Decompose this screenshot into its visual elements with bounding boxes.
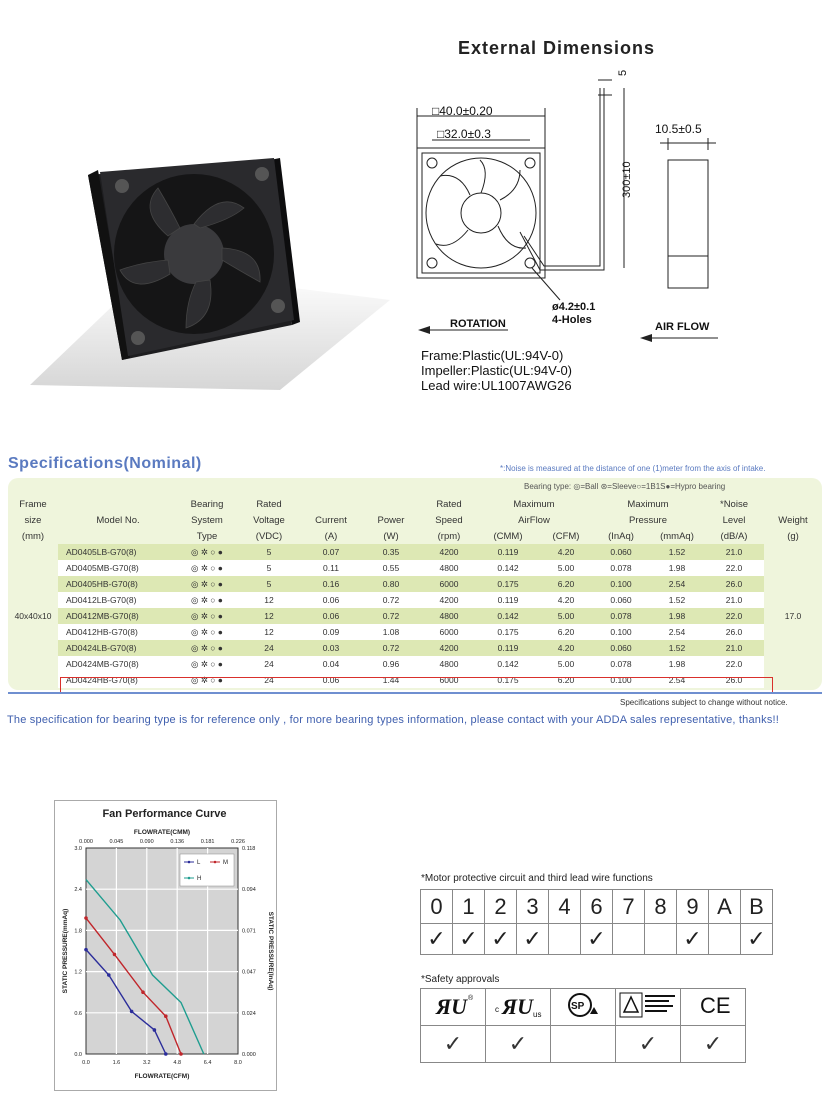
y2-tick-label: 0.024	[242, 1010, 256, 1017]
header-power-unit: (W)	[383, 530, 399, 542]
svg-text:c: c	[495, 1004, 499, 1014]
header-weight-unit: (g)	[787, 530, 799, 542]
specifications-table	[8, 496, 822, 688]
y-axis-label: STATIC PRESSURE(mmAq)	[62, 908, 69, 994]
cell-w: 0.72	[360, 640, 422, 656]
legend-marker-H	[188, 877, 191, 880]
check-icon: ✓	[485, 924, 517, 955]
y-tick-label: 3.0	[74, 846, 82, 852]
cell-db: 26.0	[704, 576, 764, 592]
header-speed: Rated	[436, 498, 462, 510]
cell-cfm: 4.20	[540, 640, 592, 656]
motor-functions-label: *Motor protective circuit and third lead wire functions	[421, 873, 653, 884]
dim-5-label: 5	[617, 69, 629, 76]
y-tick-label: 2.4	[74, 887, 82, 894]
check-icon: ✓	[677, 924, 709, 955]
spec-row	[8, 624, 822, 640]
cell-inaq: 0.100	[592, 576, 650, 592]
spec-row	[8, 544, 822, 560]
check-icon: ✓	[421, 1026, 486, 1063]
cell-v: 5	[236, 576, 302, 592]
cell-rpm: 4800	[422, 608, 476, 624]
cell-inaq: 0.100	[592, 672, 650, 688]
y2-tick-label: 0.094	[242, 887, 256, 894]
spec-row	[8, 640, 822, 656]
cell-cfm: 5.00	[540, 560, 592, 576]
cell-db: 22.0	[704, 608, 764, 624]
header-frame-2: size	[24, 514, 42, 526]
cell-db: 22.0	[704, 560, 764, 576]
cell-a: 0.03	[302, 640, 360, 656]
svg-text:CE: CE	[700, 992, 731, 1018]
header-pressure: Maximum	[627, 498, 669, 510]
csa-logo	[551, 989, 616, 1026]
cell-cmm: 0.119	[476, 592, 540, 608]
header-airflow: Maximum	[513, 498, 555, 510]
series-point-M	[164, 1014, 168, 1018]
model-cell: AD0412HB-G70(8)	[58, 624, 178, 640]
header-inaq: (InAq)	[608, 530, 634, 542]
series-point-M	[179, 1052, 183, 1056]
dim-holes-label: 4-Holes	[552, 314, 592, 326]
cell-v: 12	[236, 624, 302, 640]
cell-mmaq: 1.52	[650, 640, 704, 656]
cell-w: 0.72	[360, 592, 422, 608]
cell-mmaq: 1.52	[650, 592, 704, 608]
header-noise-2: Level	[722, 514, 746, 526]
motor-code-cell: 1	[453, 890, 485, 924]
cell-a: 0.04	[302, 656, 360, 672]
svg-text:SP: SP	[571, 1000, 585, 1012]
model-cell: AD0405LB-G70(8)	[58, 544, 178, 560]
ce-logo	[681, 989, 746, 1026]
check-icon: ✓	[581, 924, 613, 955]
motor-code-cell: 3	[517, 890, 549, 924]
model-cell: AD0424LB-G70(8)	[58, 640, 178, 656]
motor-code-cell: 4	[549, 890, 581, 924]
series-point-M	[141, 990, 145, 994]
spec-row	[8, 576, 822, 592]
check-icon: ✓	[453, 924, 485, 955]
cell-rpm: 6000	[422, 624, 476, 640]
model-cell: AD0412MB-G70(8)	[58, 608, 178, 624]
check-icon: ✓	[421, 924, 453, 955]
motor-code-cell: A	[709, 890, 741, 924]
series-point-M	[113, 953, 117, 957]
y2-tick-label: 0.071	[242, 928, 256, 935]
spec-table-rule	[8, 692, 822, 694]
header-voltage: Rated	[256, 498, 282, 510]
cell-w: 0.55	[360, 560, 422, 576]
spec-table-body	[8, 544, 822, 688]
header-pressure-2: Pressure	[628, 514, 667, 526]
cell-db: 21.0	[704, 592, 764, 608]
motor-code-cell: 7	[613, 890, 645, 924]
bearing-cell: ◎ ✲ ○ ●	[178, 656, 236, 672]
safety-approvals-label: *Safety approvals	[421, 974, 500, 985]
cell-inaq: 0.060	[592, 640, 650, 656]
cell-mmaq: 2.54	[650, 672, 704, 688]
y2-tick-label: 0.118	[242, 846, 256, 852]
tuv-logo	[616, 989, 681, 1026]
motor-code-cell: 8	[645, 890, 677, 924]
motor-code-row	[421, 890, 773, 924]
cell-w: 1.08	[360, 624, 422, 640]
c-ur-us-logo	[486, 989, 551, 1026]
x2-tick-label: 0.000	[79, 839, 93, 845]
motor-code-cell: 0	[421, 890, 453, 924]
series-point-L	[130, 1010, 134, 1014]
x-tick-label: 6.4	[203, 1060, 212, 1066]
header-bearing-3: Type	[196, 530, 218, 542]
ul-recognized-logo	[421, 989, 486, 1026]
cell-a: 0.11	[302, 560, 360, 576]
cell-a: 0.07	[302, 544, 360, 560]
series-point-L	[107, 973, 111, 977]
subject-to-change-note: Specifications subject to change without notice.	[620, 698, 788, 707]
cell-cmm: 0.142	[476, 656, 540, 672]
x2-tick-label: 0.045	[109, 839, 124, 845]
header-power: Power	[377, 514, 405, 526]
frame-size-cell: 40x40x10	[14, 611, 52, 621]
y-tick-label: 1.8	[74, 928, 82, 935]
cell-w: 0.72	[360, 608, 422, 624]
svg-text:us: us	[533, 1009, 542, 1019]
cell-v: 24	[236, 672, 302, 688]
y2-axis-label: STATIC PRESSURE(InAq)	[267, 911, 274, 991]
dim-outer-label: □40.0±0.20	[432, 104, 493, 118]
bearing-cell: ◎ ✲ ○ ●	[178, 576, 236, 592]
cell-db: 21.0	[704, 544, 764, 560]
bearing-cell: ◎ ✲ ○ ●	[178, 592, 236, 608]
cell-mmaq: 1.98	[650, 560, 704, 576]
svg-text:®: ®	[468, 994, 474, 1002]
weight-cell: 17.0	[784, 611, 802, 621]
cell-inaq: 0.078	[592, 608, 650, 624]
cell-v: 5	[236, 544, 302, 560]
x-tick-label: 0.0	[82, 1060, 90, 1066]
rotation-label: ROTATION	[450, 318, 506, 330]
material-frame: Frame:Plastic(UL:94V-0)	[421, 348, 564, 363]
bearing-type-legend: Bearing type: ◎=Ball ⊛=Sleeve○=1B1S●=Hypro bearing	[524, 482, 726, 491]
cell-cfm: 4.20	[540, 544, 592, 560]
empty-cell	[709, 924, 741, 955]
bearing-cell: ◎ ✲ ○ ●	[178, 560, 236, 576]
header-airflow-2: AirFlow	[518, 514, 550, 526]
header-frame: Frame	[19, 498, 47, 510]
legend-label-L: L	[197, 860, 201, 867]
spec-row	[8, 592, 822, 608]
cell-db: 22.0	[704, 656, 764, 672]
y-tick-label: 0.0	[74, 1052, 82, 1058]
header-bearing: Bearing	[190, 498, 224, 510]
series-point-L	[153, 1028, 157, 1032]
check-icon: ✓	[681, 1026, 746, 1063]
x-tick-label: 3.2	[142, 1060, 151, 1066]
cell-w: 0.96	[360, 656, 422, 672]
motor-code-cell: 2	[485, 890, 517, 924]
motor-code-cell: 6	[581, 890, 613, 924]
cell-db: 26.0	[704, 624, 764, 640]
cell-cmm: 0.175	[476, 672, 540, 688]
model-cell: AD0405HB-G70(8)	[58, 576, 178, 592]
noise-note: *:Noise is measured at the distance of one (1)meter from the axis of intake.	[500, 464, 766, 473]
bearing-cell: ◎ ✲ ○ ●	[178, 624, 236, 640]
cell-inaq: 0.060	[592, 592, 650, 608]
motor-code-cell: B	[741, 890, 773, 924]
x-axis-label: FLOWRATE(CFM)	[134, 1073, 190, 1080]
airflow-label: AIR FLOW	[655, 321, 710, 333]
cell-cmm: 0.175	[476, 624, 540, 640]
header-voltage-3: (VDC)	[255, 530, 283, 542]
x2-tick-label: 0.181	[200, 839, 215, 845]
cell-mmaq: 1.98	[650, 608, 704, 624]
specifications-title: Specifications(Nominal)	[8, 455, 202, 472]
cell-w: 0.80	[360, 576, 422, 592]
header-current-unit: (A)	[324, 530, 338, 542]
series-point-L	[84, 948, 88, 952]
model-cell: AD0424HB-G70(8)	[58, 672, 178, 688]
header-cfm: (CFM)	[552, 530, 580, 542]
cell-a: 0.06	[302, 592, 360, 608]
svg-text:ЯU: ЯU	[436, 993, 468, 1019]
spec-row	[8, 560, 822, 576]
legend-marker-L	[188, 861, 191, 864]
x2-tick-label: 0.090	[139, 839, 154, 845]
spec-table-header	[8, 496, 822, 544]
motor-functions-table	[420, 889, 773, 955]
cell-inaq: 0.078	[592, 656, 650, 672]
cell-rpm: 6000	[422, 672, 476, 688]
cell-cfm: 4.20	[540, 592, 592, 608]
chart-legend	[180, 854, 234, 886]
x2-tick-label: 0.136	[170, 839, 185, 845]
dim-lead-label: 300±10	[621, 161, 633, 198]
cell-cmm: 0.142	[476, 608, 540, 624]
cell-rpm: 4200	[422, 544, 476, 560]
safety-logo-row	[421, 989, 746, 1026]
x-tick-label: 1.6	[112, 1060, 121, 1066]
check-icon: ✓	[486, 1026, 551, 1063]
safety-approvals-table	[420, 988, 746, 1063]
cell-cfm: 5.00	[540, 656, 592, 672]
cell-inaq: 0.100	[592, 624, 650, 640]
header-model: Model No.	[96, 514, 140, 526]
x2-axis-label: FLOWRATE(CMM)	[133, 829, 191, 836]
cell-a: 0.06	[302, 608, 360, 624]
bearing-cell: ◎ ✲ ○ ●	[178, 672, 236, 688]
cell-mmaq: 1.52	[650, 544, 704, 560]
legend-label-H: H	[197, 876, 202, 883]
cell-inaq: 0.060	[592, 544, 650, 560]
dimension-drawing	[400, 60, 820, 360]
header-mmaq: (mmAq)	[660, 530, 694, 542]
model-cell: AD0405MB-G70(8)	[58, 560, 178, 576]
cell-db: 21.0	[704, 640, 764, 656]
dim-inner-label: □32.0±0.3	[437, 127, 491, 141]
motor-code-cell: 9	[677, 890, 709, 924]
header-cmm: (CMM)	[493, 530, 523, 542]
cell-mmaq: 2.54	[650, 576, 704, 592]
chart-title: Fan Performance Curve	[102, 808, 227, 820]
y-tick-label: 1.2	[74, 969, 82, 976]
bearing-cell: ◎ ✲ ○ ●	[178, 608, 236, 624]
empty-cell	[551, 1026, 616, 1063]
bearing-reference-note: The specification for bearing type is for reference only , for more bearing types information, please contact with your ADDA sales representative, thanks!!	[7, 714, 780, 726]
empty-cell	[613, 924, 645, 955]
empty-cell	[549, 924, 581, 955]
svg-text:ЯU: ЯU	[502, 993, 534, 1019]
cell-v: 24	[236, 640, 302, 656]
bearing-cell: ◎ ✲ ○ ●	[178, 544, 236, 560]
dim-hole-label: ø4.2±0.1	[552, 301, 596, 313]
cell-cfm: 6.20	[540, 576, 592, 592]
header-voltage-2: Voltage	[253, 514, 285, 526]
cell-db: 26.0	[704, 672, 764, 688]
performance-chart	[54, 800, 275, 1089]
cell-cfm: 5.00	[540, 608, 592, 624]
material-impeller: Impeller:Plastic(UL:94V-0)	[421, 363, 572, 378]
spec-row	[8, 608, 822, 624]
cell-w: 1.44	[360, 672, 422, 688]
cell-cmm: 0.119	[476, 544, 540, 560]
cell-cmm: 0.119	[476, 640, 540, 656]
header-weight: Weight	[778, 514, 808, 526]
cell-v: 12	[236, 608, 302, 624]
y-tick-label: 0.6	[74, 1010, 82, 1017]
check-icon: ✓	[517, 924, 549, 955]
cell-mmaq: 1.98	[650, 656, 704, 672]
legend-marker-M	[214, 861, 217, 864]
header-bearing-2: System	[191, 514, 223, 526]
cell-v: 24	[236, 656, 302, 672]
material-lead-wire: Lead wire:UL1007AWG26	[421, 378, 572, 393]
cell-cfm: 6.20	[540, 672, 592, 688]
x-tick-label: 4.8	[173, 1060, 182, 1066]
header-speed-2: Speed	[435, 514, 463, 526]
x-tick-label: 8.0	[234, 1060, 242, 1066]
cell-v: 5	[236, 560, 302, 576]
cell-w: 0.35	[360, 544, 422, 560]
safety-check-row	[421, 1026, 746, 1063]
spec-row	[8, 656, 822, 672]
header-noise: *Noise	[720, 498, 748, 510]
cell-cmm: 0.175	[476, 576, 540, 592]
header-current: Current	[315, 514, 347, 526]
header-speed-unit: (rpm)	[437, 530, 461, 542]
cell-v: 12	[236, 592, 302, 608]
y2-tick-label: 0.000	[242, 1052, 256, 1058]
model-cell: AD0424MB-G70(8)	[58, 656, 178, 672]
header-noise-unit: (dB/A)	[720, 530, 748, 542]
cell-mmaq: 2.54	[650, 624, 704, 640]
legend-label-M: M	[223, 860, 228, 867]
motor-check-row	[421, 924, 773, 955]
cell-rpm: 4200	[422, 640, 476, 656]
cell-rpm: 4800	[422, 560, 476, 576]
y2-tick-label: 0.047	[242, 969, 256, 976]
cell-a: 0.09	[302, 624, 360, 640]
empty-cell	[645, 924, 677, 955]
check-icon: ✓	[616, 1026, 681, 1063]
cell-inaq: 0.078	[592, 560, 650, 576]
x2-tick-label: 0.226	[231, 839, 245, 845]
bearing-cell: ◎ ✲ ○ ●	[178, 640, 236, 656]
series-point-M	[84, 916, 88, 920]
model-cell: AD0412LB-G70(8)	[58, 592, 178, 608]
cell-rpm: 4800	[422, 656, 476, 672]
cell-cfm: 6.20	[540, 624, 592, 640]
cell-rpm: 6000	[422, 576, 476, 592]
cell-rpm: 4200	[422, 592, 476, 608]
check-icon: ✓	[741, 924, 773, 955]
dim-thickness-label: 10.5±0.5	[655, 122, 702, 136]
header-frame-3: (mm)	[21, 530, 45, 542]
series-point-L	[164, 1052, 168, 1056]
external-dimensions-title: External Dimensions	[458, 38, 656, 58]
cell-a: 0.06	[302, 672, 360, 688]
cell-cmm: 0.142	[476, 560, 540, 576]
cell-a: 0.16	[302, 576, 360, 592]
fan-product-photo	[30, 150, 390, 390]
